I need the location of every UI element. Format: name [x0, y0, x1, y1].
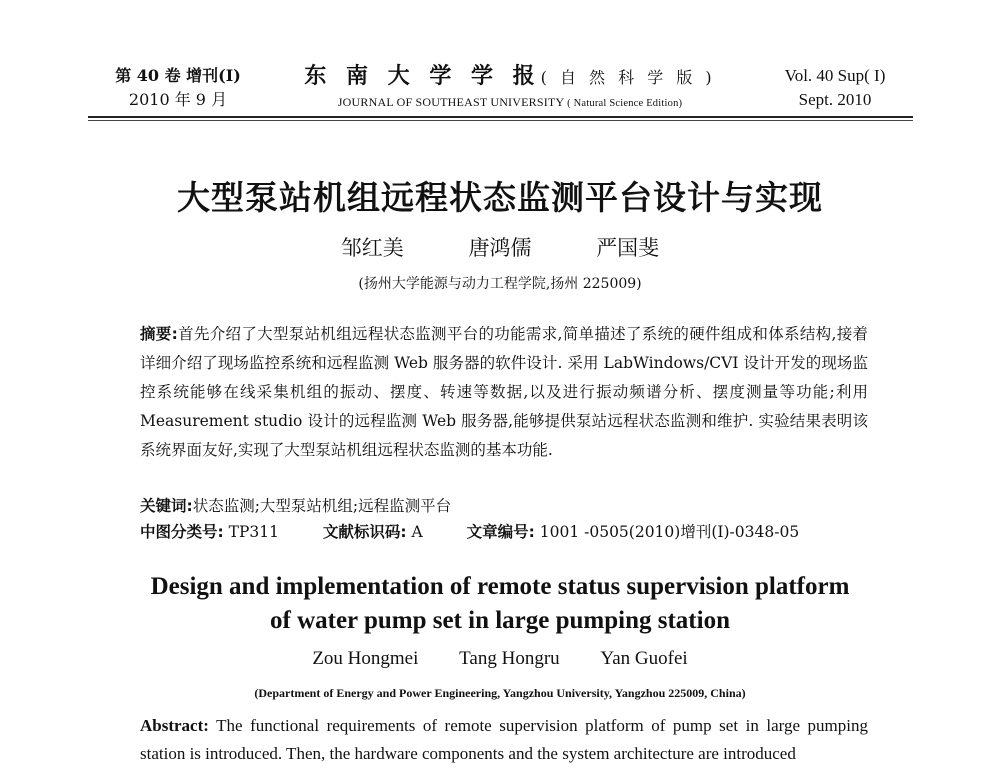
affiliation-en: (Department of Energy and Power Engineering, Yangzhou University, Yangzhou 225009, China)	[254, 686, 746, 700]
journal-name-cn	[290, 62, 730, 92]
journal-name-cn-main: 东 南 大 学 学 报	[304, 63, 541, 89]
journal-name-cn-sub: ( 自 然 科 学 版 )	[540, 68, 716, 87]
journal-volume-block	[760, 64, 910, 112]
header-rule-thick	[88, 116, 913, 118]
journal-name-en-sub: ( Natural Science Edition)	[567, 98, 683, 109]
author-cn-3: 严国斐	[596, 236, 660, 260]
clc-value: TP311	[228, 523, 279, 541]
authors-cn	[0, 232, 1000, 262]
keywords-cn-text: 状态监测;大型泵站机组;远程监测平台	[192, 497, 452, 515]
keywords-cn	[140, 494, 868, 518]
paper-title-en-line1: Design and implementation of remote status supervision platform	[150, 573, 850, 600]
keywords-cn-label: 关键词:	[140, 497, 193, 515]
author-en-1: Zou Hongmei	[312, 648, 419, 669]
paper-title-cn: 大型泵站机组远程状态监测平台设计与实现	[177, 178, 823, 217]
author-en-2: Tang Hongru	[459, 648, 560, 669]
journal-date-en: Sept. 2010	[798, 90, 872, 109]
paper-title-en-line2: of water pump set in large pumping station	[270, 607, 730, 634]
article-no-value: 1001 -0505(2010)增刊(I)-0348-05	[539, 523, 800, 541]
journal-issue: 第 40 卷 增刊(I)	[115, 66, 241, 85]
author-cn-2: 唐鸿儒	[468, 236, 532, 260]
abstract-en-label: Abstract:	[140, 716, 209, 735]
author-en-3: Yan Guofei	[600, 648, 688, 669]
journal-name-block	[290, 62, 730, 114]
journal-name-en-main: JOURNAL OF SOUTHEAST UNIVERSITY	[337, 95, 564, 109]
author-cn-1: 邹红美	[340, 236, 404, 260]
article-no-label: 文章编号:	[466, 523, 535, 541]
authors-en	[0, 648, 1000, 670]
abstract-cn-label: 摘要:	[140, 325, 178, 343]
journal-volume: Vol. 40 Sup( I)	[784, 66, 886, 85]
affiliation-cn: (扬州大学能源与动力工程学院,扬州 225009)	[358, 276, 642, 292]
journal-date-cn: 2010 年 9 月	[128, 90, 228, 109]
doc-code-value: A	[411, 523, 423, 541]
journal-issue-block	[88, 64, 268, 112]
doc-code-label: 文献标识码:	[322, 523, 407, 541]
abstract-en-text: The functional requirements of remote supervision platform of pump set in large pumping station is introduced. Then, the hardware components and the system architecture are introduced	[140, 716, 868, 763]
abstract-cn-text: 首先介绍了大型泵站机组远程状态监测平台的功能需求,简单描述了系统的硬件组成和体系结构,接着详细介绍了现场监控系统和远程监测 Web 服务器的软件设计. 采用 LabWindows/CVI 设计开发的现场监控系统能够在线采集机组的振动、摆度、转速等数据,以及进行振动频谱分析、摆度测量等功能;利用 Measurement studio 设计的远程监测 Web 服务器,能够提供泵站远程状态监测和维护. 实验结果表明该系统界面友好,实现了大型泵站机组远程状态监测的基本功能.	[140, 325, 869, 459]
classification-line	[140, 520, 880, 544]
journal-name-en	[290, 92, 730, 114]
header-rule-thin	[88, 120, 913, 121]
abstract-cn	[140, 320, 868, 465]
paper-title-en	[0, 570, 1000, 638]
clc-label: 中图分类号:	[140, 523, 224, 541]
